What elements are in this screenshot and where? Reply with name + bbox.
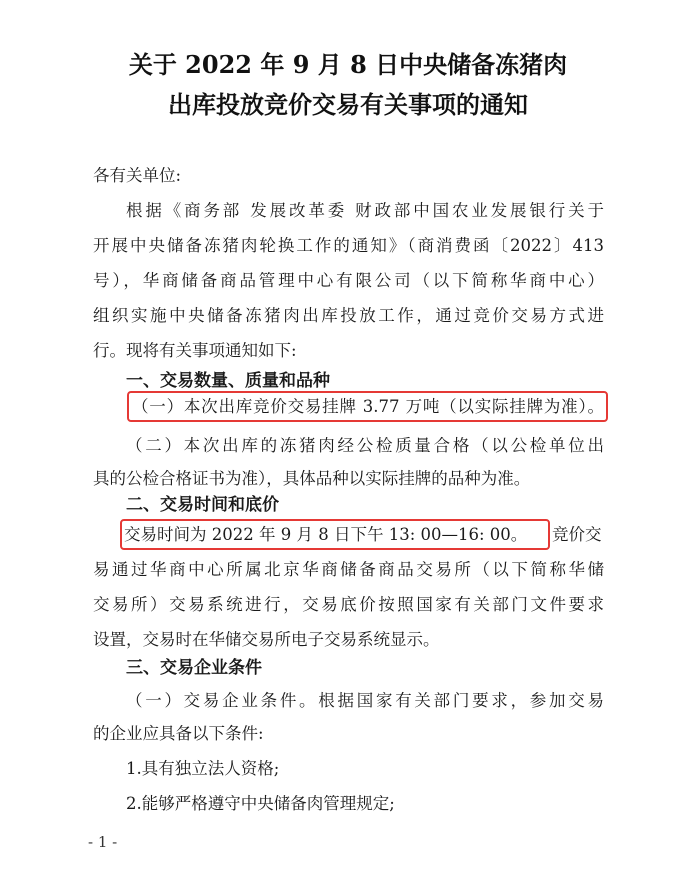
document-title-line-1: 关于 2022 年 9 月 8 日中央储备冻猪肉 (128, 50, 568, 79)
section-3-heading: 三、交易企业条件 (126, 658, 262, 678)
condition-1: 1.具有独立法人资格; (126, 759, 280, 778)
section-2-line-1: 易通过华商中心所属北京华商储备商品交易所（以下简称华储 (93, 560, 604, 579)
document-title-line-2: 出库投放竞价交易有关事项的通知 (168, 90, 528, 119)
intro-line-4: 组织实施中央储备冻猪肉出库投放工作，通过竞价交易方式进 (93, 306, 604, 325)
section-2-line-3: 设置，交易时在华储交易所电子交易系统显示。 (93, 630, 440, 649)
salutation: 各有关单位: (93, 166, 182, 185)
intro-line-5: 行。现将有关事项通知如下: (93, 341, 297, 360)
section-3-item-1-line-1: （一）交易企业条件。根据国家有关部门要求，参加交易 (126, 691, 604, 710)
section-1-item-1: （一）本次出库竞价交易挂牌 3.77 万吨（以实际挂牌为准）。 (132, 397, 604, 416)
section-2-time: 交易时间为 2022 年 9 月 8 日下午 13: 00—16: 00。 (124, 525, 528, 544)
condition-2: 2.能够严格遵守中央储备肉管理规定; (126, 794, 395, 813)
section-2-line-2: 交易所）交易系统进行，交易底价按照国家有关部门文件要求 (93, 595, 604, 614)
section-1-heading: 一、交易数量、质量和品种 (126, 371, 330, 391)
section-3-item-1-line-2: 的企业应具备以下条件: (93, 724, 264, 743)
intro-line-3: 号），华商储备商品管理中心有限公司（以下简称华商中心） (93, 271, 604, 290)
section-2-heading: 二、交易时间和底价 (126, 495, 279, 515)
page-number: - 1 - (88, 833, 118, 851)
section-1-item-2-line-2: 具的公检合格证书为准），具体品种以实际挂牌的品种为准。 (93, 469, 531, 488)
section-2-time-rest: 竞价交 (552, 525, 602, 544)
intro-line-1: 根据《商务部 发展改革委 财政部中国农业发展银行关于 (126, 201, 604, 220)
section-1-item-2-line-1: （二）本次出库的冻猪肉经公检质量合格（以公检单位出 (126, 436, 604, 455)
intro-line-2: 开展中央储备冻猪肉轮换工作的通知》（商消费函〔2022〕413 (93, 236, 604, 255)
